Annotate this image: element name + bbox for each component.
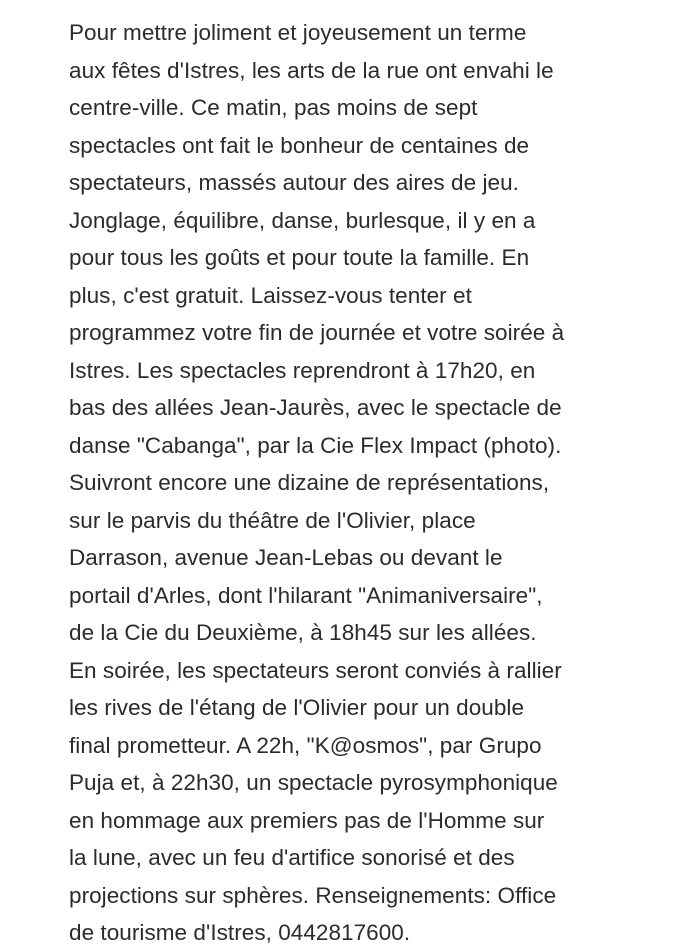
- article-line: Puja et, à 22h30, un spectacle pyrosymphonique: [69, 770, 558, 795]
- article-line: Istres. Les spectacles reprendront à 17h20, en: [69, 357, 536, 383]
- article-line: spectateurs, massés autour des aires de jeu.: [69, 170, 519, 195]
- article-line: centre-ville. Ce matin, pas moins de sept: [69, 95, 478, 120]
- article-line: final prometteur. A 22h, "K@osmos", par Grupo: [69, 732, 542, 758]
- article-body: [69, 14, 669, 952]
- article-line: plus, c'est gratuit. Laissez-vous tenter et: [69, 282, 472, 308]
- article-line: bas des allées Jean-Jaurès, avec le spectacle de: [69, 395, 562, 420]
- article-line: En soirée, les spectateurs seront conviés à rallier: [69, 657, 562, 683]
- article-line: Pour mettre joliment et joyeusement un terme: [69, 20, 527, 45]
- article-line: les rives de l'étang de l'Olivier pour un double: [69, 695, 525, 720]
- article-line: de tourisme d'Istres, 0442817600.: [69, 920, 411, 945]
- article-line: Jonglage, équilibre, danse, burlesque, il y en a: [69, 207, 536, 233]
- article-line: Darrason, avenue Jean-Lebas ou devant le: [69, 545, 503, 570]
- article-line: pour tous les goûts et pour toute la famille. En: [69, 245, 530, 270]
- article-line: la lune, avec un feu d'artifice sonorisé et des: [69, 845, 515, 870]
- article-line: sur le parvis du théâtre de l'Olivier, place: [69, 507, 476, 533]
- article-line: programmez votre fin de journée et votre soirée à: [69, 320, 565, 345]
- article-line: projections sur sphères. Renseignements: Office: [69, 882, 557, 908]
- article-line: spectacles ont fait le bonheur de centaines de: [69, 132, 530, 158]
- article-line: en hommage aux premiers pas de l'Homme sur: [69, 807, 545, 833]
- article-line: aux fêtes d'Istres, les arts de la rue ont envahi le: [69, 57, 554, 83]
- article-line: de la Cie du Deuxième, à 18h45 sur les allées.: [69, 620, 537, 645]
- article-line: portail d'Arles, dont l'hilarant "Animaniversaire",: [69, 582, 543, 608]
- article-line: Suivront encore une dizaine de représentations,: [69, 470, 550, 495]
- article-line: danse "Cabanga", par la Cie Flex Impact (photo).: [69, 432, 562, 458]
